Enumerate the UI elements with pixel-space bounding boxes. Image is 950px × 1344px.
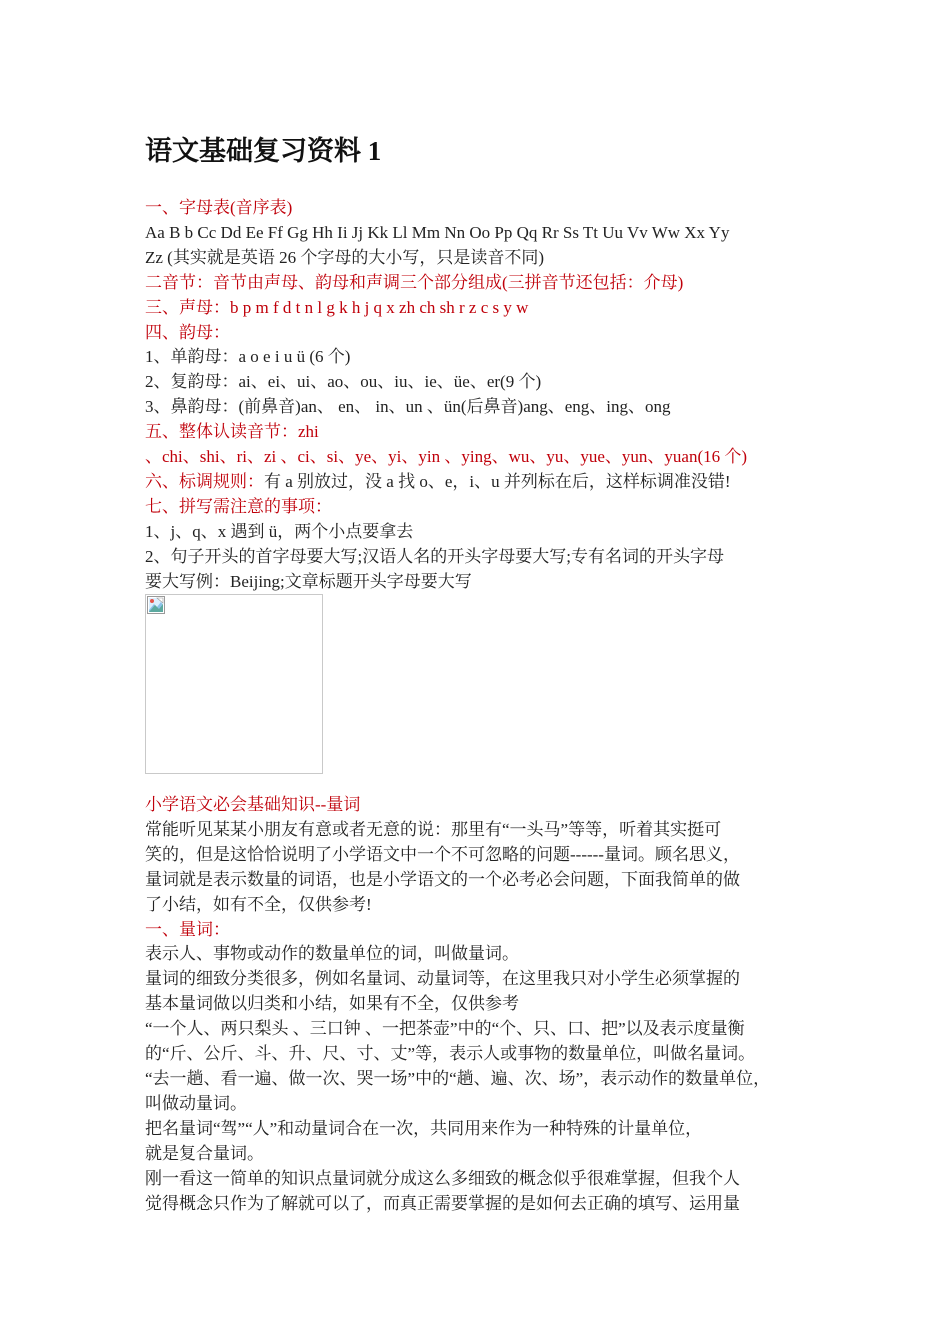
rule-heading: 六、标调规则：: [145, 471, 264, 491]
measure-word-line: 觉得概念只作为了解就可以了，而真正需要掌握的是如何去正确的填写、运用量: [145, 1193, 740, 1213]
pinyin-line: 要大写例：Beijing;文章标题开头字母要大写: [145, 571, 472, 591]
pinyin-line: Aa B b Cc Dd Ee Ff Gg Hh Ii Jj Kk Ll Mm Nn Oo Pp Qq Rr Ss Tt Uu Vv Ww Xx Yy: [145, 222, 730, 242]
pinyin-line: Zz (其实就是英语 26 个字母的大小写，只是读音不同): [145, 247, 545, 267]
broken-image-icon: [147, 596, 165, 614]
measure-word-line: 量词的细致分类很多，例如名量词、动量词等，在这里我只对小学生必须掌握的: [145, 969, 740, 989]
pinyin-line: 2、句子开头的首字母要大写;汉语人名的开头字母要大写;专有名词的开头字母: [145, 546, 724, 566]
pinyin-line: 1、单韵母：a o e i u ü (6 个): [145, 347, 351, 367]
measure-word-line: 笑的，但是这恰恰说明了小学语文中一个不可忽略的问题------量词。顾名思义，: [145, 844, 740, 864]
pinyin-line: 二音节：音节由声母、韵母和声调三个部分组成(三拼音节还包括：介母): [145, 272, 684, 292]
pinyin-line: 五、整体认读音节：zhi: [145, 422, 319, 442]
pinyin-line: [145, 470, 825, 495]
measure-word-line: “去一趟、看一遍、做一次、哭一场”中的“趟、遍、次、场”，表示动作的数量单位，: [145, 1068, 771, 1088]
measure-word-line: “一个人、两只梨头 、三口钟 、一把茶壶”中的“个、只、口、把”以及表示度量衡: [145, 1019, 745, 1039]
pinyin-line: 1、j、q、x 遇到 ü，两个小点要拿去: [145, 521, 414, 541]
measure-word-section: [145, 793, 825, 1216]
measure-word-line: 了小结，如有不全，仅供参考!: [145, 894, 372, 914]
pinyin-line: 3、鼻韵母：(前鼻音)an、 en、 in、un 、ün(后鼻音)ang、eng、ing、ong: [145, 397, 671, 417]
measure-word-line: 常能听见某某小朋友有意或者无意的说：那里有“一头马”等等，听着其实挺可: [145, 819, 722, 839]
measure-word-line: 基本量词做以归类和小结，如果有不全，仅供参考: [145, 994, 519, 1014]
measure-word-line: 一、量词：: [145, 919, 230, 939]
measure-word-line: 就是复合量词。: [145, 1143, 264, 1163]
rule-text: 有 a 别放过，没 a 找 o、e，i、u 并列标在后，这样标调准没错!: [264, 471, 731, 491]
pinyin-line: 三、声母：b p m f d t n l g k h j q x zh ch sh r z c s y w: [145, 297, 529, 317]
measure-word-line: 的“斤、公斤、斗、升、尺、寸、丈”等，表示人或事物的数量单位，叫做名量词。: [145, 1044, 756, 1064]
pinyin-line: 、chi、shi、ri、zi 、ci、si、ye、yi、yin 、ying、wu、yu、yue、yun、yuan(16 个): [145, 447, 748, 467]
pinyin-line: 七、拼写需注意的事项：: [145, 496, 332, 516]
pinyin-line: 一、字母表(音序表): [145, 198, 293, 217]
measure-word-line: 表示人、事物或动作的数量单位的词，叫做量词。: [145, 944, 519, 964]
measure-word-line: 叫做动量词。: [145, 1093, 247, 1113]
measure-word-line: 刚一看这一简单的知识点量词就分成这么多细致的概念似乎很难掌握，但我个人: [145, 1168, 740, 1188]
pinyin-line: 四、韵母：: [145, 322, 230, 342]
measure-word-line: 量词就是表示数量的词语，也是小学语文的一个必考必会问题，下面我简单的做: [145, 869, 740, 889]
measure-word-line: 把名量词“驾”“人”和动量词合在一次，共同用来作为一种特殊的计量单位，: [145, 1118, 703, 1138]
measure-word-line: 小学语文必会基础知识--量词: [145, 795, 361, 814]
pinyin-section: [145, 196, 825, 595]
pinyin-line: 2、复韵母：ai、ei、ui、ao、ou、iu、ie、üe、er(9 个): [145, 372, 542, 392]
image-placeholder: [145, 594, 323, 774]
document-title: 语文基础复习资料 1: [145, 136, 382, 166]
